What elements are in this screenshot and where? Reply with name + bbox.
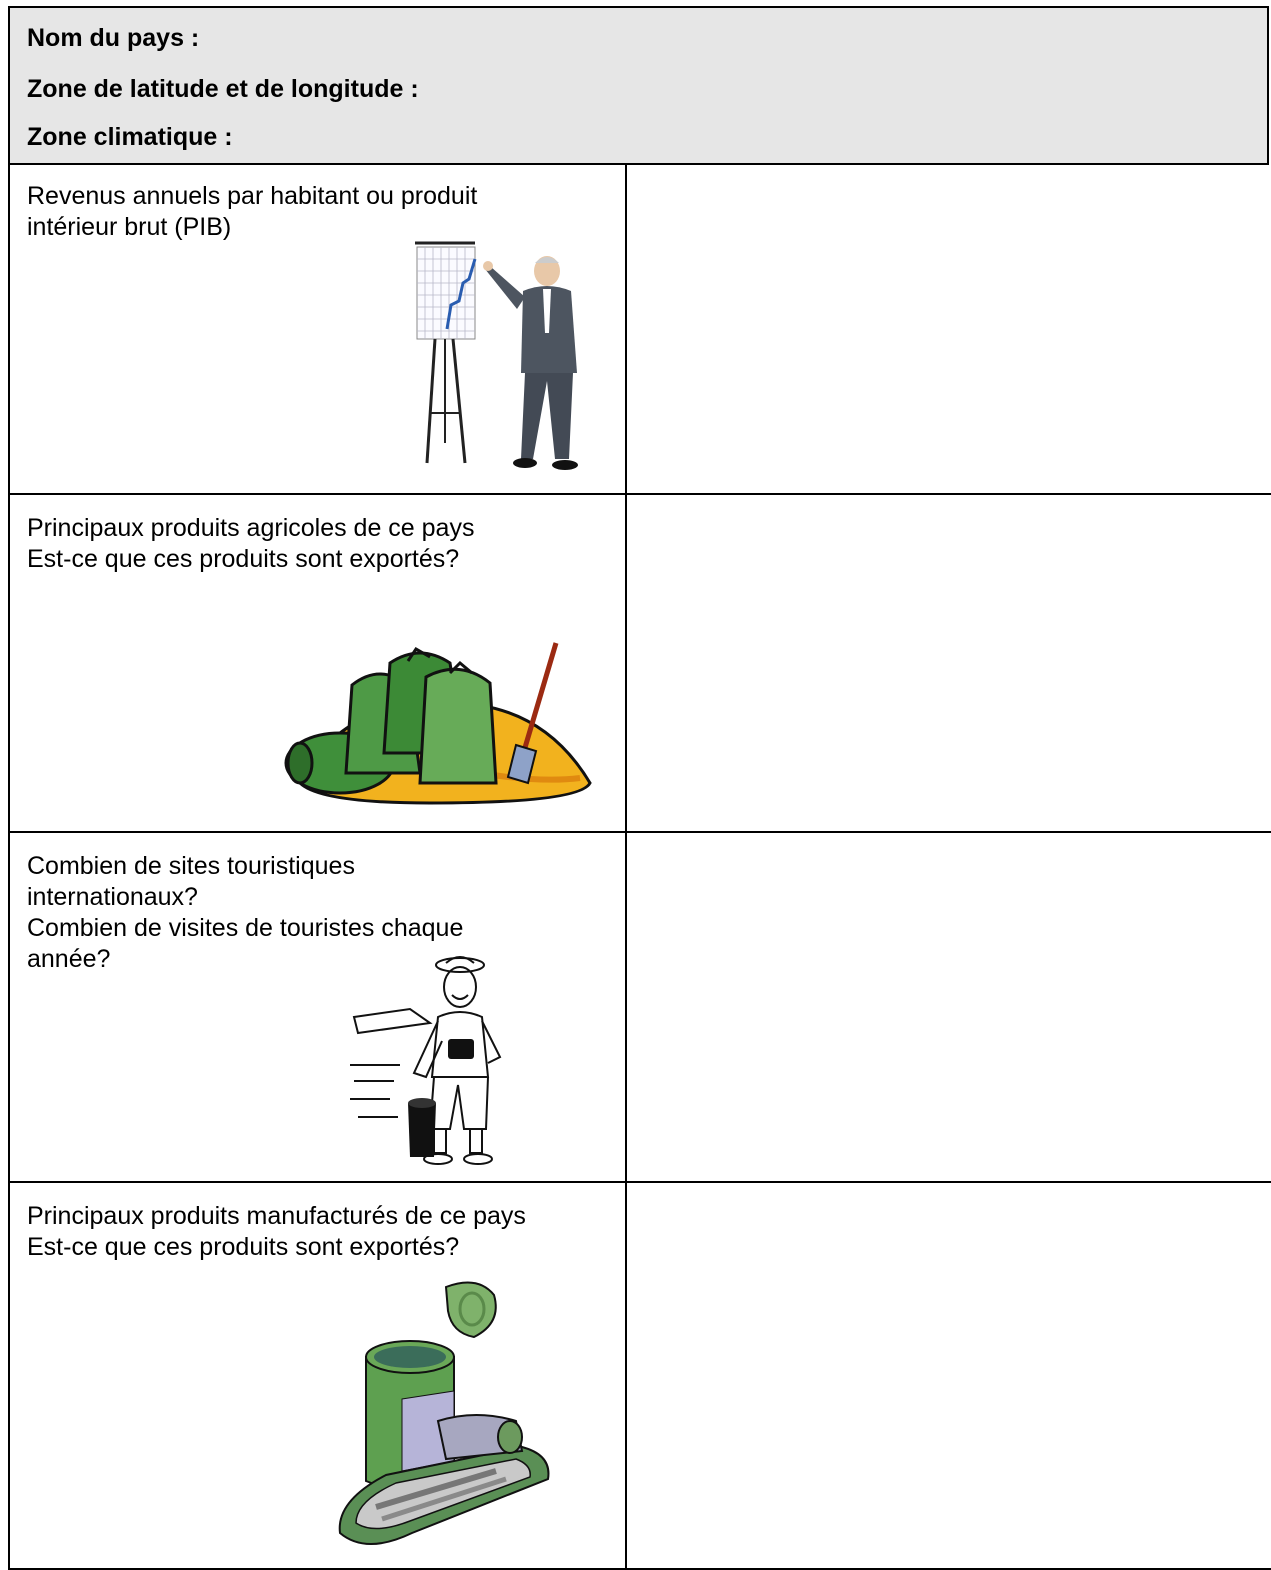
prompt-cell-gdp (8, 163, 627, 495)
country-header (8, 6, 1269, 165)
prompt-cell-agriculture (8, 495, 627, 833)
presenter-chart-icon (405, 233, 585, 475)
latlong-zone-label: Zone de latitude et de longitude : (27, 75, 419, 103)
answer-cell-tourism[interactable] (625, 833, 1271, 1183)
climate-zone-label: Zone climatique : (27, 123, 233, 151)
table-row (8, 833, 1271, 1183)
grain-sacks-icon (280, 633, 600, 813)
answer-cell-manufacturing[interactable] (625, 1183, 1271, 1570)
prompt-text: Principaux produits agricoles de ce pays Est-ce que ces produits sont exportés? (27, 514, 475, 573)
answer-cell-gdp[interactable] (625, 163, 1271, 495)
prompt-text: Combien de sites touristiques internationaux? Combien de visites de touristes chaque année? (27, 852, 464, 973)
table-row (8, 163, 1271, 495)
table-row (8, 1183, 1271, 1570)
prompt-cell-tourism (8, 833, 627, 1183)
prompt-text: Principaux produits manufacturés de ce pays Est-ce que ces produits sont exportés? (27, 1202, 526, 1261)
answer-cell-agriculture[interactable] (625, 495, 1271, 833)
country-name-label: Nom du pays : (27, 24, 200, 52)
prompt-cell-manufacturing (8, 1183, 627, 1570)
tourist-icon (350, 953, 540, 1168)
prompt-text: Revenus annuels par habitant ou produit intérieur brut (PIB) (27, 182, 478, 241)
table-row (8, 495, 1271, 833)
canned-goods-icon (326, 1271, 562, 1561)
